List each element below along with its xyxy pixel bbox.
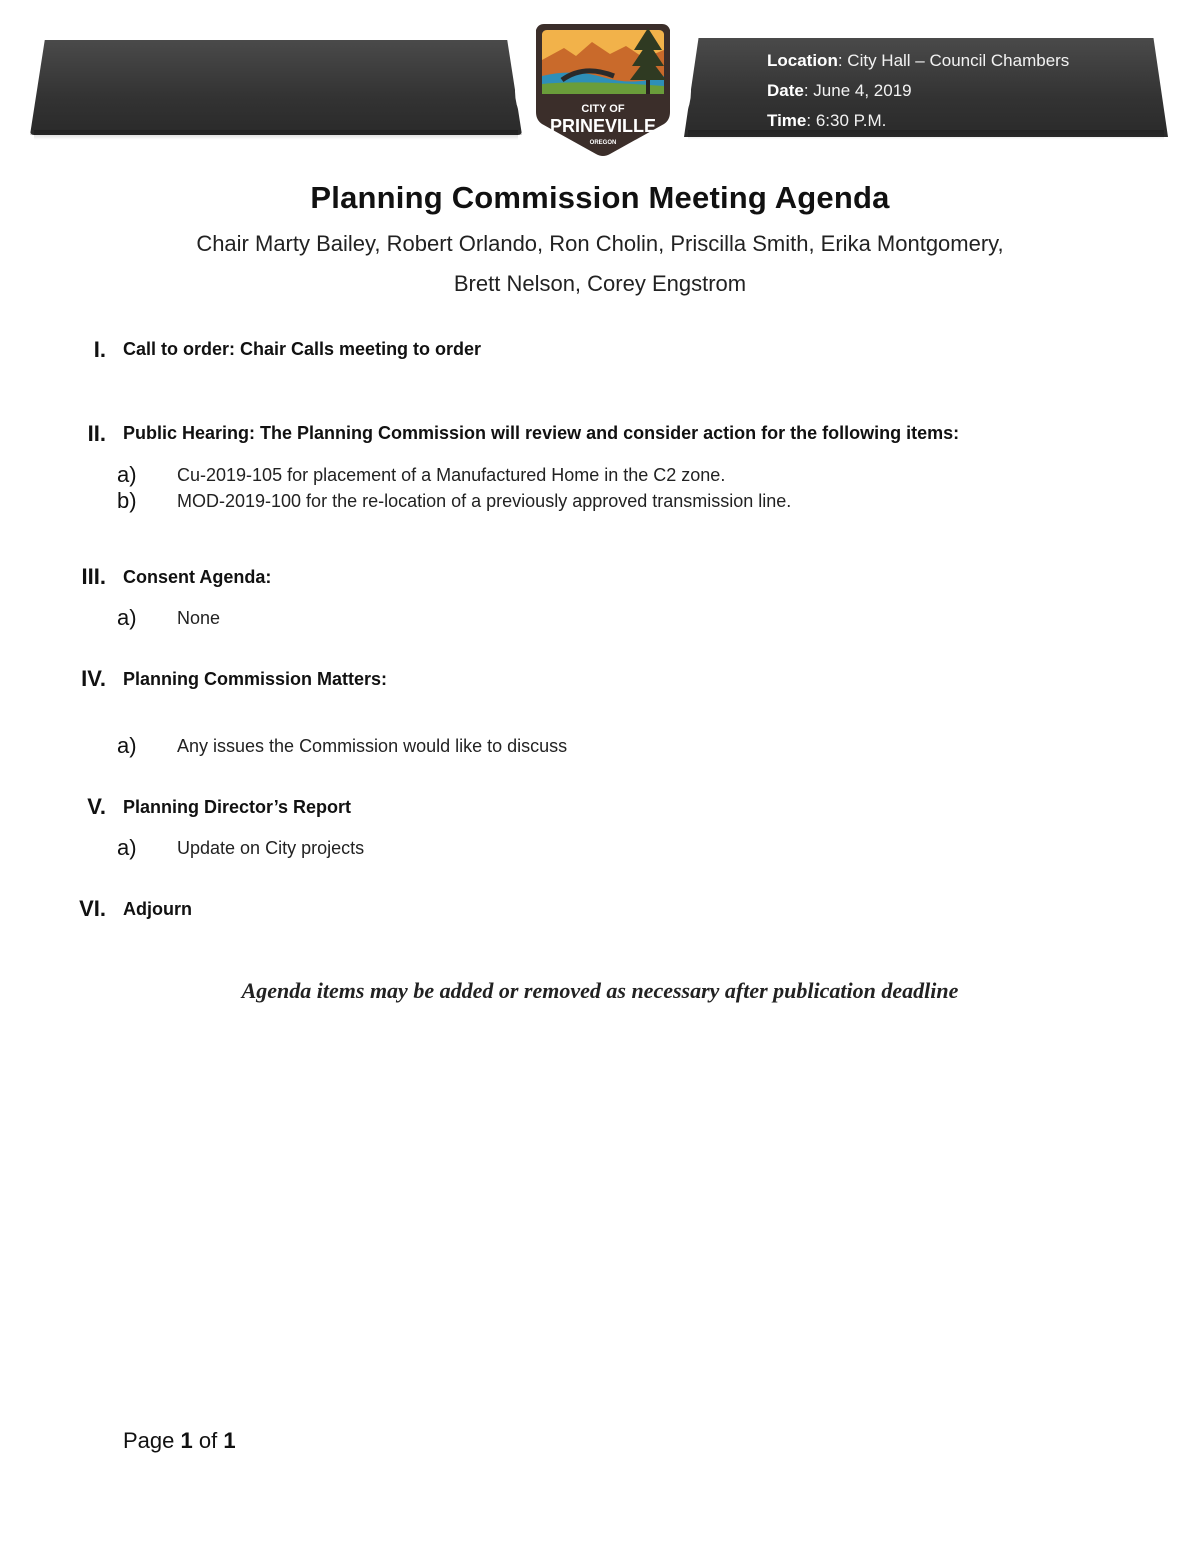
date-label: Date bbox=[767, 81, 804, 100]
members-line-1: Chair Marty Bailey, Robert Orlando, Ron Cholin, Priscilla Smith, Erika Montgomery, bbox=[196, 231, 1004, 256]
banner-shadow bbox=[34, 130, 518, 140]
section-title: Consent Agenda: bbox=[123, 567, 272, 587]
location-value: : City Hall – Council Chambers bbox=[837, 51, 1070, 70]
section-title: Planning Director’s Report bbox=[123, 797, 352, 817]
current-page: 1 bbox=[180, 1428, 193, 1453]
section-number: III. bbox=[81, 564, 106, 589]
section-number: I. bbox=[93, 337, 106, 362]
header-banner-left bbox=[30, 40, 522, 135]
time-label: Time bbox=[767, 111, 807, 130]
of-word: of bbox=[198, 1428, 218, 1453]
date-line bbox=[767, 76, 1069, 106]
agenda-item: Update on City projects bbox=[177, 838, 365, 858]
agenda-item: None bbox=[177, 608, 221, 628]
agenda-item: Cu-2019-105 for placement of a Manufactured Home in the C2 zone. bbox=[177, 465, 726, 485]
location-line bbox=[767, 46, 1069, 76]
time-line bbox=[767, 106, 1069, 136]
location-label: Location bbox=[767, 51, 838, 70]
item-letter: a) bbox=[117, 605, 137, 630]
page-word: Page bbox=[123, 1428, 175, 1453]
document-title: Planning Commission Meeting Agenda bbox=[310, 180, 890, 215]
time-value: : 6:30 P.M. bbox=[806, 111, 887, 130]
section-number: V. bbox=[87, 794, 106, 819]
publication-notice: Agenda items may be added or removed as necessary after publication deadline bbox=[241, 978, 959, 1003]
agenda-item: Any issues the Commission would like to discuss bbox=[177, 736, 568, 756]
city-logo bbox=[514, 20, 692, 162]
item-letter: a) bbox=[117, 733, 137, 758]
item-letter: a) bbox=[117, 835, 137, 860]
logo-line2: PRINEVILLE bbox=[549, 116, 657, 136]
section-title: Call to order: Chair Calls meeting to order bbox=[123, 339, 482, 359]
item-letter: a) bbox=[117, 462, 137, 487]
date-value: : June 4, 2019 bbox=[803, 81, 912, 100]
item-letter: b) bbox=[117, 488, 137, 513]
logo-line3: OREGON bbox=[589, 140, 617, 146]
section-number: II. bbox=[87, 421, 106, 446]
section-number: VI. bbox=[79, 896, 106, 921]
section-title: Planning Commission Matters: bbox=[123, 669, 388, 689]
section-title: Public Hearing: The Planning Commission will review and consider action for the following items: bbox=[123, 423, 960, 443]
section-title: Adjourn bbox=[123, 899, 192, 919]
members-line-2: Brett Nelson, Corey Engstrom bbox=[453, 271, 747, 296]
agenda-item: MOD-2019-100 for the re-location of a previously approved transmission line. bbox=[177, 491, 792, 511]
meeting-info bbox=[767, 46, 1069, 136]
total-pages: 1 bbox=[223, 1428, 236, 1453]
section-number: IV. bbox=[81, 666, 106, 691]
logo-line1: CITY OF bbox=[581, 103, 625, 115]
page-number bbox=[123, 1428, 236, 1454]
